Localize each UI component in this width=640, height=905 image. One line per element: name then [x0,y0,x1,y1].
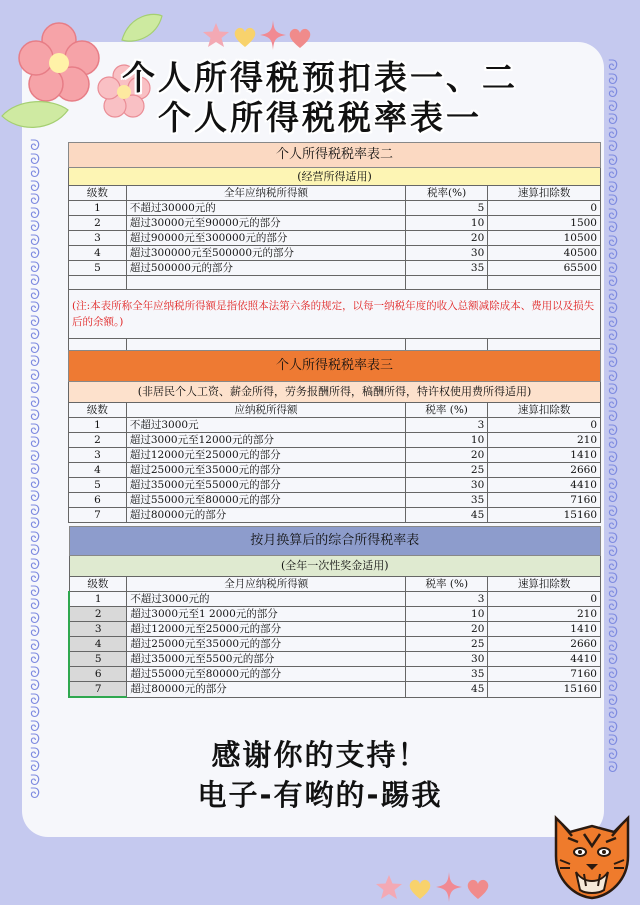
tax-rate-cell: 10 [406,433,488,448]
quick-deduction-cell: 4410 [488,478,601,493]
grade-cell: 2 [69,433,127,448]
table-row [69,508,601,523]
heart-icon [288,27,312,49]
thanks-line2: 电子-有哟的-踢我 [197,778,443,812]
column-header: 税率 (%) [406,577,488,592]
table-row [69,216,601,231]
table-subtitle: (非居民个人工资、薪金所得，劳务报酬所得，稿酬所得，特许权使用费所得适用) [69,382,601,403]
grade-cell: 7 [69,508,127,523]
grade-cell: 5 [69,261,127,276]
income-range-cell: 超过25000元至35000元的部分 [126,463,405,478]
column-header: 全月应纳税所得额 [127,577,406,592]
column-header: 级数 [69,186,127,201]
quick-deduction-cell: 15160 [488,508,601,523]
grade-cell: 1 [69,201,127,216]
table-row [69,433,601,448]
column-header: 速算扣除数 [488,577,601,592]
leaf-icon [120,10,164,46]
table-row [69,448,601,463]
spiral-border-icon: ᘐ ᘐ ᘐ ᘐ ᘐ ᘐ ᘐ ᘐ ᘐ ᘐ ᘐ ᘐ ᘐ ᘐ ᘐ ᘐ ᘐ ᘐ ᘐ ᘐ ᘐ ᘐ ᘐ ᘐ ᘐ ᘐ ᘐ ᘐ ᘐ ᘐ ᘐ ᘐ ᘐ ᘐ ᘐ ᘐ ᘐ ᘐ ᘐ ᘐ ᘐ ᘐ ᘐ ᘐ ᘐ ᘐ ᘐ ᘐ ᘐ ᘐ ᘐ ᘐ ᘐ [608,58,618,776]
table-row [69,418,601,433]
table-row [69,231,601,246]
tiger-icon [548,808,636,900]
table-row [69,478,601,493]
income-range-cell: 超过500000元的部分 [126,261,405,276]
table-row [69,622,601,637]
tax-table-three [68,350,601,523]
table-row [69,201,601,216]
column-header: 全年应纳税所得额 [126,186,405,201]
quick-deduction-cell: 0 [488,418,601,433]
quick-deduction-cell: 2660 [488,637,601,652]
table-row [69,652,601,667]
quick-deduction-cell: 0 [488,592,601,607]
income-range-cell: 超过3000元至1 2000元的部分 [127,607,406,622]
income-range-cell: 超过55000元至80000元的部分 [127,667,406,682]
income-range-cell: 超过90000元至300000元的部分 [126,231,405,246]
tax-rate-cell: 3 [406,592,488,607]
quick-deduction-cell: 40500 [488,246,601,261]
income-range-cell: 不超过3000元 [126,418,405,433]
quick-deduction-cell: 7160 [488,667,601,682]
tax-rate-cell: 30 [406,478,488,493]
heart-icon [408,878,432,900]
grade-cell: 4 [69,463,127,478]
tax-rate-cell: 20 [406,622,488,637]
page-title-line1: 个人所得税预扣表一、二 [122,58,518,97]
grade-cell: 5 [69,652,127,667]
tax-rate-cell: 35 [406,261,488,276]
grade-cell: 4 [69,637,127,652]
column-header: 速算扣除数 [488,186,601,201]
sparkle-icon [436,872,462,902]
tax-rate-cell: 10 [406,216,488,231]
heart-icon [233,26,257,48]
table-note: (注:本表所称全年应纳税所得额是指依照本法第六条的规定，以每一纳税年度的收入总额减除成本、费用以及损失后的余额。) [69,290,601,339]
tax-rate-cell: 20 [406,448,488,463]
quick-deduction-cell: 210 [488,607,601,622]
tax-table-monthly [68,526,601,698]
quick-deduction-cell: 7160 [488,493,601,508]
table-title: 个人所得税税率表三 [69,351,601,382]
table-row [69,667,601,682]
grade-cell: 6 [69,667,127,682]
quick-deduction-cell: 4410 [488,652,601,667]
tax-rate-cell: 35 [406,667,488,682]
tax-table-two [68,142,601,353]
income-range-cell: 不超过30000元的 [126,201,405,216]
income-range-cell: 超过3000元至12000元的部分 [126,433,405,448]
quick-deduction-cell: 0 [488,201,601,216]
tax-rate-cell: 35 [406,493,488,508]
table-subtitle: (全年一次性奖金适用) [69,556,601,577]
quick-deduction-cell: 2660 [488,463,601,478]
column-header: 应纳税所得额 [126,403,405,418]
spiral-border-icon: ᘐ ᘐ ᘐ ᘐ ᘐ ᘐ ᘐ ᘐ ᘐ ᘐ ᘐ ᘐ ᘐ ᘐ ᘐ ᘐ ᘐ ᘐ ᘐ ᘐ ᘐ ᘐ ᘐ ᘐ ᘐ ᘐ ᘐ ᘐ ᘐ ᘐ ᘐ ᘐ ᘐ ᘐ ᘐ ᘐ ᘐ ᘐ ᘐ ᘐ ᘐ ᘐ ᘐ ᘐ ᘐ ᘐ ᘐ ᘐ ᘐ [30,138,40,802]
quick-deduction-cell: 1410 [488,622,601,637]
grade-cell: 2 [69,216,127,231]
table-title: 按月换算后的综合所得税率表 [69,527,601,556]
table-row [69,637,601,652]
quick-deduction-cell: 1500 [488,216,601,231]
table-row [69,607,601,622]
income-range-cell: 不超过3000元的 [127,592,406,607]
income-range-cell: 超过55000元至80000元的部分 [126,493,405,508]
table-row [69,261,601,276]
quick-deduction-cell: 1410 [488,448,601,463]
table-row [69,493,601,508]
grade-cell: 6 [69,493,127,508]
tax-rate-cell: 25 [406,463,488,478]
table-row [69,246,601,261]
star-icon [375,874,403,900]
grade-cell: 4 [69,246,127,261]
grade-cell: 3 [69,622,127,637]
income-range-cell: 超过25000元至35000元的部分 [127,637,406,652]
tax-rate-cell: 45 [406,682,488,698]
income-range-cell: 超过12000元至25000元的部分 [126,448,405,463]
grade-cell: 3 [69,448,127,463]
column-header: 税率(%) [406,186,488,201]
quick-deduction-cell: 15160 [488,682,601,698]
table-row [69,682,601,698]
column-header: 速算扣除数 [488,403,601,418]
income-range-cell: 超过35000元至55000元的部分 [126,478,405,493]
page-title-line2: 个人所得税税率表一 [158,98,482,137]
tax-rate-cell: 45 [406,508,488,523]
tax-rate-cell: 5 [406,201,488,216]
thanks-line1: 感谢你的支持！ [211,738,429,772]
column-header: 税率 (%) [406,403,488,418]
income-range-cell: 超过35000元至5500元的部分 [127,652,406,667]
table-title: 个人所得税税率表二 [69,143,601,168]
star-icon [202,22,230,48]
table-row [69,463,601,478]
income-range-cell: 超过80000元的部分 [127,682,406,698]
table-subtitle: (经营所得适用) [69,168,601,186]
quick-deduction-cell: 10500 [488,231,601,246]
income-range-cell: 超过30000元至90000元的部分 [126,216,405,231]
tax-rate-cell: 20 [406,231,488,246]
grade-cell: 5 [69,478,127,493]
table-row [69,592,601,607]
grade-cell: 2 [69,607,127,622]
tax-rate-cell: 10 [406,607,488,622]
grade-cell: 1 [69,418,127,433]
quick-deduction-cell: 210 [488,433,601,448]
income-range-cell: 超过300000元至500000元的部分 [126,246,405,261]
tax-rate-cell: 30 [406,246,488,261]
grade-cell: 3 [69,231,127,246]
grade-cell: 7 [69,682,127,698]
tax-rate-cell: 25 [406,637,488,652]
grade-cell: 1 [69,592,127,607]
tax-rate-cell: 30 [406,652,488,667]
heart-icon [466,878,490,900]
column-header: 级数 [69,403,127,418]
tax-rate-cell: 3 [406,418,488,433]
income-range-cell: 超过80000元的部分 [126,508,405,523]
sparkle-icon [260,20,286,50]
quick-deduction-cell: 65500 [488,261,601,276]
income-range-cell: 超过12000元至25000元的部分 [127,622,406,637]
column-header: 级数 [69,577,127,592]
